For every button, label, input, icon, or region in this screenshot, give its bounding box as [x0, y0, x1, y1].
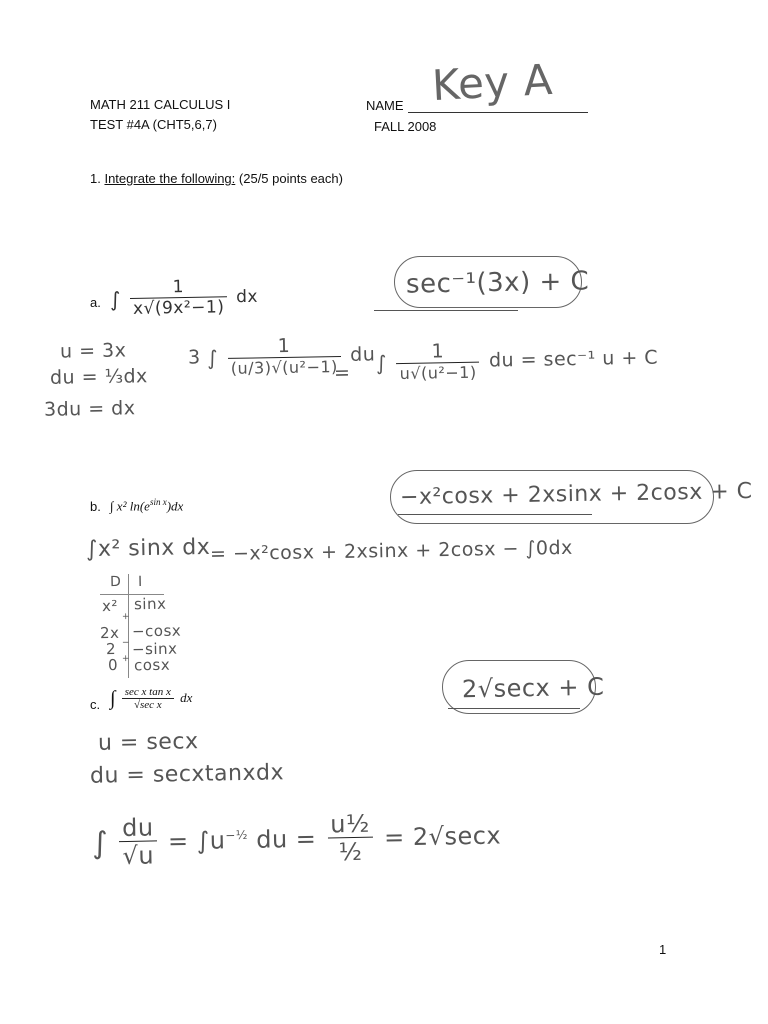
part-a-step2-tail: du = sec⁻¹ u + C — [488, 346, 659, 372]
name-label: NAME — [366, 98, 404, 113]
table-row-d: 2 — [105, 639, 117, 659]
table-header-d: D — [109, 573, 122, 591]
part-a-integral — [110, 277, 259, 320]
part-b-answer-line — [398, 514, 592, 515]
part-c-step-den: √u — [122, 841, 155, 871]
part-a-step1-den: (u/3)√(u²−1) — [230, 356, 338, 378]
table-row-i: −sinx — [131, 639, 178, 659]
part-b-integrand-tail: )dx — [166, 498, 184, 514]
part-a-eq: = — [333, 361, 351, 385]
part-c-answer-line — [448, 708, 580, 709]
part-a-answer-line — [374, 310, 518, 311]
table-row-sign: + — [121, 611, 131, 623]
table-row-i: cosx — [133, 655, 171, 675]
part-c-den: √sec x — [133, 699, 162, 712]
part-b-integrand: ∫ x² ln(e — [110, 498, 150, 514]
question-number: 1. — [90, 171, 101, 186]
integral-sign: ∫ — [110, 687, 116, 710]
table-row-d: x² — [101, 596, 119, 616]
course-title: MATH 211 CALCULUS I — [90, 97, 231, 112]
part-c-answer: 2√secx + C — [461, 672, 605, 704]
part-c-step-result: = 2√secx — [383, 821, 502, 852]
question-1-heading — [90, 171, 343, 186]
table-header-i: I — [137, 573, 143, 591]
part-a-sub1: u = 3x — [59, 339, 127, 363]
part-b-label: b. — [90, 499, 101, 514]
part-c-frac-den: ½ — [338, 838, 363, 867]
part-a-dx: dx — [235, 286, 259, 308]
term-label: FALL 2008 — [374, 119, 437, 134]
page-number: 1 — [659, 942, 667, 957]
table-row-i: sinx — [133, 594, 167, 614]
part-c-sub1: u = secx — [97, 729, 199, 756]
table-row-d: 0 — [107, 655, 119, 675]
part-c-dx: dx — [180, 690, 193, 706]
part-a-step2 — [376, 338, 659, 384]
table-row-d: 2x — [99, 623, 120, 643]
part-c-step-exponent: −½ — [225, 827, 249, 843]
part-b-integral — [110, 497, 183, 514]
part-a-step2-den: u√(u²−1) — [399, 362, 477, 383]
part-b-step1-left: ∫x² sinx dx — [85, 534, 211, 563]
name-line — [408, 112, 588, 113]
part-a-den: x√(9x²−1) — [132, 296, 225, 319]
part-c-step-mid: = ∫u — [167, 826, 226, 856]
part-a-step1-du: du — [349, 343, 376, 366]
part-a-sub2: du = ⅓dx — [49, 365, 149, 389]
part-c-frac-num: u½ — [327, 811, 373, 839]
table-row-sign: + — [121, 653, 131, 665]
integral-sign: ∫ — [375, 350, 388, 376]
integral-sign: ∫ — [206, 345, 219, 370]
table-row-sign: − — [121, 637, 131, 649]
part-c-step — [92, 808, 502, 871]
integral-sign: ∫ — [91, 825, 109, 862]
part-c-num: sec x tan x — [122, 686, 174, 699]
integral-sign: ∫ — [109, 287, 122, 312]
part-c-step-tail: du = — [255, 824, 317, 854]
part-a-label: a. — [90, 295, 101, 310]
question-points: (25/5 points each) — [238, 171, 343, 186]
part-a-step1-coef: 3 — [187, 346, 201, 369]
part-a-step1-num: 1 — [227, 335, 340, 359]
name-handwritten: Key A — [430, 54, 554, 111]
part-b-exponent: sin x — [149, 497, 167, 507]
part-c-integral — [110, 686, 192, 712]
part-a-step2-num: 1 — [396, 341, 479, 364]
part-c-sub2: du = secxtanxdx — [89, 760, 285, 789]
part-a-sub3: 3du = dx — [43, 397, 136, 421]
part-b-step1-right: = −x²cosx + 2xsinx + 2cosx − ∫0dx — [209, 536, 574, 566]
part-b-answer: −x²cosx + 2xsinx + 2cosx + C — [399, 478, 753, 511]
part-c-step-num: du — [119, 814, 157, 842]
question-prompt: Integrate the following: — [104, 171, 236, 186]
part-c-label: c. — [90, 697, 101, 712]
part-a-answer: sec⁻¹(3x) + C — [405, 266, 590, 300]
test-title: TEST #4A (CHT5,6,7) — [90, 117, 217, 132]
part-a-num: 1 — [129, 277, 227, 298]
table-row-i: −cosx — [131, 621, 182, 641]
